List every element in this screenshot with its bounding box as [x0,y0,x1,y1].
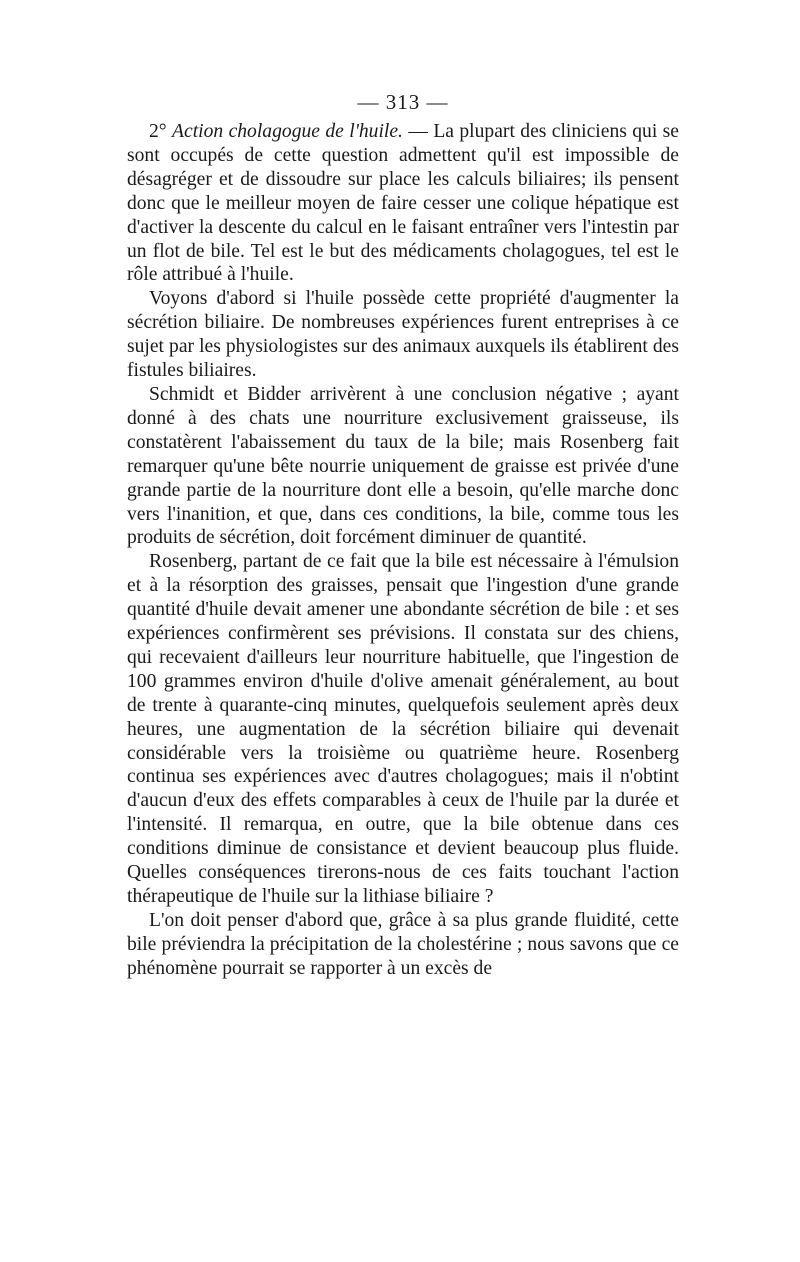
paragraph-2: Schmidt et Bidder arrivèrent à une conclusion négative ; ayant donné à des chats une nourriture exclusivement graisseuse, ils constatèrent l'abaissement du taux de la bile; mais Rosenberg fait remarquer qu'une bête nourrie uniquement de graisse est privée d'une grande partie de la nourriture dont elle a besoin, qu'elle marche donc vers l'inanition, et que, dans ces conditions, la bile, comme tous les produits de sécrétion, doit forcément diminuer de quantité. [127,383,679,549]
section-title: Action cholagogue de l'huile. [172,121,403,142]
section-intro-text: — La plupart des cliniciens qui se sont occupés de cette question admettent qu'il est impossible de désagréger et de dissoudre sur place les calculs biliaires; ils pensent donc que le meilleur moyen de faire cesser une colique hépatique est d'activer la descente du calcul en le faisant entraîner vers l'intestin par un flot de bile. Tel est le but des médicaments cholagogues, tel est le rôle attribué à l'huile. [127,121,679,286]
section-number: 2° [149,121,173,142]
section-paragraph [127,120,679,287]
book-page [127,84,679,981]
paragraph-3: Rosenberg, partant de ce fait que la bile est nécessaire à l'émulsion et à la résorption des graisses, pensait que l'ingestion d'une grande quantité d'huile devait amener une abondante sécrétion de bile : et ses expériences confirmèrent ses prévisions. Il constata sur des chiens, qui recevaient d'ailleurs leur nourriture habituelle, que l'ingestion de 100 grammes environ d'huile d'olive amenait généralement, au bout de trente à quarante-cinq minutes, quelquefois seulement après deux heures, une augmentation de la sécrétion biliaire qui devenait considérable vers la troisième ou quatrième heure. Rosenberg continua ses expériences avec d'autres cholagogues; mais il n'obtint d'aucun d'eux des effets comparables à ceux de l'huile par la durée et l'intensité. Il remarqua, en outre, que la bile obtenue dans ces conditions diminue de consistance et devient beaucoup plus fluide. Quelles conséquences tirerons-nous de ces faits touchant l'action thérapeutique de l'huile sur la lithiase biliaire ? [127,551,679,907]
body-text [127,120,679,981]
page-number: — 313 — [357,90,449,114]
paragraph-4: L'on doit penser d'abord que, grâce à sa plus grande fluidité, cette bile préviendra la précipitation de la cholestérine ; nous savons que ce phénomène pourrait se rapporter à un excès de [127,909,679,979]
paragraph-1: Voyons d'abord si l'huile possède cette propriété d'augmenter la sécrétion biliaire. De nombreuses expériences furent entreprises à ce sujet par les physiologistes sur des animaux auxquels ils établirent des fistules biliaires. [127,288,679,382]
